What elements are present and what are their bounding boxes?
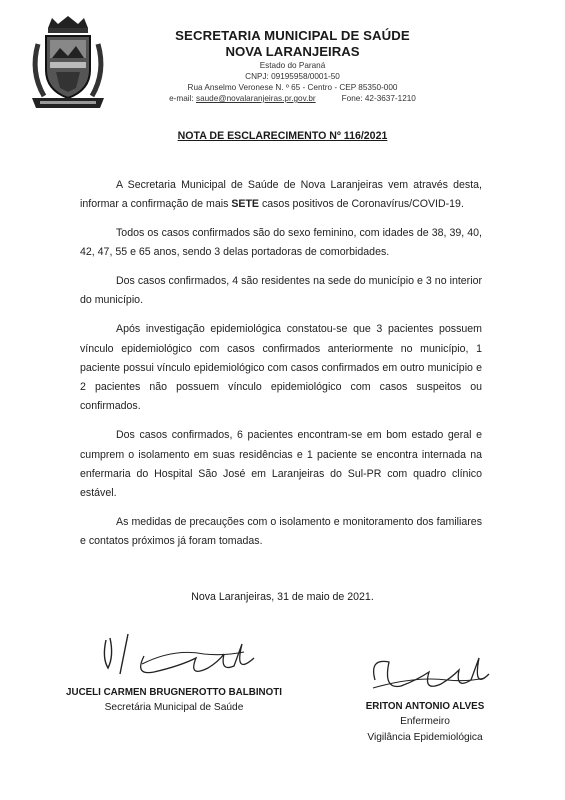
cnpj-line: CNPJ: 09195958/0001-50: [245, 72, 340, 81]
municipal-coat-of-arms-icon: [26, 14, 110, 114]
city-name: NOVA LARANJEIRAS: [225, 44, 360, 59]
signer-department: Vigilância Epidemiológica: [367, 732, 483, 743]
signature-block-secretary: [44, 628, 304, 716]
signature-block-nurse: [340, 650, 510, 746]
signer-role: Enfermeiro: [400, 716, 450, 727]
paragraph-1: A Secretaria Municipal de Saúde de Nova Laranjeiras vem através desta, informar a confirmação de mais SETE casos positivos de Coronavírus/COVID-19.: [80, 179, 482, 211]
email-link[interactable]: saude@novalaranjeiras.pr.gov.br: [195, 94, 316, 103]
department-name: SECRETARIA MUNICIPAL DE SAÚDE: [175, 28, 410, 43]
letterhead: [120, 28, 465, 104]
paragraph-4: Após investigação epidemiológica constatou-se que 3 pacientes possuem vínculo epidemiológico com casos confirmados anteriormente no município, 1 paciente possui vínculo epidemiológico com casos confirmados em outro município e 2 pacientes não possuem vínculo epidemiológico com casos suspeitos ou confirmados.: [80, 323, 482, 413]
email-label: e-mail:: [169, 94, 194, 103]
signer-name: JUCELI CARMEN BRUGNEROTTO BALBINOTI: [66, 687, 282, 698]
handwritten-signature-icon: [355, 650, 495, 700]
paragraph-6: As medidas de precauções com o isolamento e monitoramento dos familiares e contatos próximos já foram tomadas.: [80, 515, 482, 548]
contact-line: [120, 93, 465, 104]
highlight-count: SETE: [231, 198, 259, 211]
state-line: Estado do Paraná: [259, 61, 326, 70]
paragraph-5: Dos casos confirmados, 6 pacientes encontram-se em bom estado geral e cumprem o isolamento em suas residências e 1 paciente se encontra internada na enfermaria do Hospital São José em Laranjeiras do Sul-PR com quadro clínico estável.: [80, 429, 482, 500]
document-title: NOTA DE ESCLARECIMENTO Nº 116/2021: [177, 130, 388, 142]
signer-name: ERITON ANTONIO ALVES: [365, 701, 485, 712]
document-body: [80, 176, 482, 561]
paragraph-3: Dos casos confirmados, 4 são residentes na sede do município e 3 no interior do município.: [80, 275, 482, 307]
signer-role: Secretária Municipal de Saúde: [104, 702, 244, 713]
handwritten-signature-icon: [84, 628, 264, 686]
date-line: Nova Laranjeiras, 31 de maio de 2021.: [191, 591, 374, 603]
paragraph-2: Todos os casos confirmados são do sexo feminino, com idades de 38, 39, 40, 42, 47, 55 e 65 anos, sendo 3 delas portadoras de comorbidades.: [80, 227, 482, 259]
address-line: Rua Anselmo Veronese N. º 65 - Centro - CEP 85350-000: [187, 83, 398, 92]
phone-line: Fone: 42-3637-1210: [341, 94, 416, 103]
